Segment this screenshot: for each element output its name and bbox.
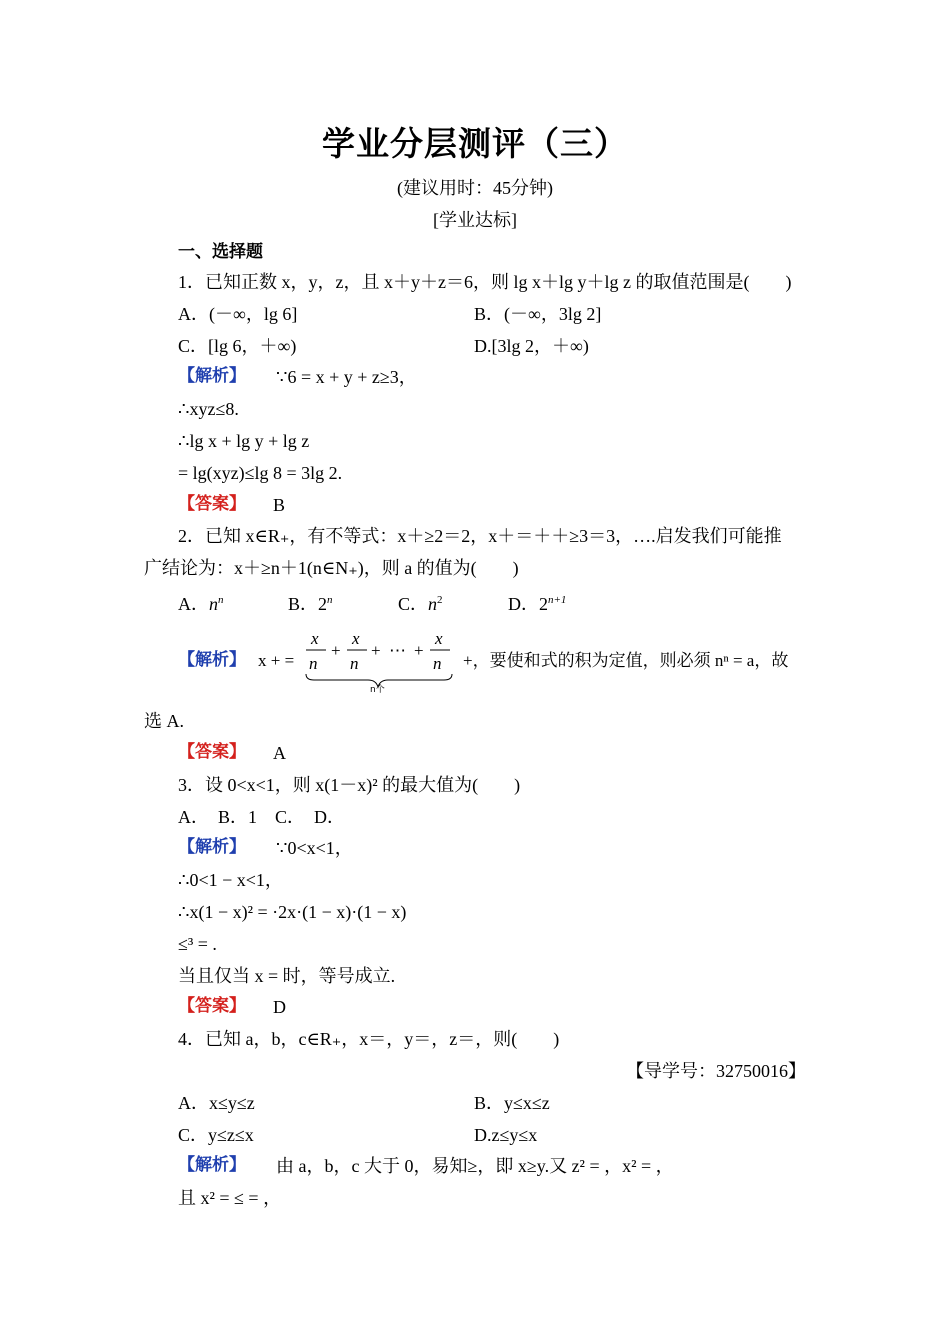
q2-stem: 广结论为：x＋≥n＋1(n∈N₊)，则 a 的值为( ) (144, 558, 519, 578)
fraction-numerator: x (435, 629, 443, 648)
q4-analysis-tag: 【解析】 (178, 1155, 246, 1175)
q2-sum-formula (300, 624, 460, 696)
q3-analysis-line: ∴0<1 − x<1， (178, 870, 283, 890)
q3-analysis-tag: 【解析】 (178, 837, 246, 857)
part-heading: 一、选择题 (178, 242, 263, 262)
q3-analysis-line: ≤³ = . (178, 934, 217, 954)
q3-analysis-line: ∵0<x<1， (276, 838, 353, 858)
q2-option-d: D．$2^{n+1}$ (508, 594, 567, 614)
fraction-denominator: n (433, 654, 442, 673)
q2-option-c: C．$n^2$ (398, 594, 443, 614)
q1-option-c: C．[lg 6，＋∞) (178, 336, 297, 356)
q4-analysis-line: 由 a，b，c 大于 0，易知≥，即 x≥y.又 z² = ，x² = ， (276, 1156, 674, 1176)
ellipsis: ⋯ (389, 641, 406, 660)
q1-analysis-tag: 【解析】 (178, 366, 246, 386)
q1-analysis-line: ∵6 = x + y + z≥3， (276, 367, 417, 387)
time-note: (建议用时：45分钟) (397, 178, 553, 198)
q2-formula-tail: +，要使和式的积为定值，则必须 nⁿ = a，故 (463, 651, 789, 670)
q4-stem: 4．已知 a，b，c∈R₊，x＝，y＝，z＝，则( ) (178, 1029, 560, 1049)
q3-analysis-line: 当且仅当 x = 时，等号成立. (178, 966, 396, 986)
q1-analysis-line: ∴lg x + lg y + lg z (178, 431, 310, 451)
q1-analysis-line: = lg(xyz)≤lg 8 = 3lg 2. (178, 463, 343, 483)
q1-option-a: A．(－∞，lg 6] (178, 304, 298, 324)
q2-analysis-tag: 【解析】 (178, 650, 246, 670)
plus-sign: + (371, 641, 381, 660)
q2-option-b: B．2$^n$ (288, 594, 333, 614)
q4-option-d: D.z≤y≤x (474, 1125, 538, 1145)
q3-analysis-line: ∴x(1 − x)² = ·2x·(1 − x)·(1 − x) (178, 902, 407, 922)
fraction-denominator: n (309, 654, 318, 673)
fraction-denominator: n (350, 654, 359, 673)
page-title: 学业分层测评（三） (322, 124, 628, 163)
fraction-numerator: x (311, 629, 319, 648)
guide-number: 【导学号：32750016】 (626, 1061, 806, 1081)
q1-option-b: B．(－∞，3lg 2] (474, 304, 602, 324)
q1-analysis-line: ∴xyz≤8. (178, 399, 239, 419)
q2-analysis-line: 选 A. (144, 711, 184, 731)
brace-label: n个 (370, 685, 385, 695)
q4-option-b: B．y≤x≤z (474, 1093, 550, 1113)
q1-answer: B (273, 495, 286, 515)
q3-answer: D (273, 997, 286, 1017)
q3-options: A． B．1 C． D． (178, 807, 346, 827)
plus-sign: + (331, 641, 341, 660)
q2-answer-tag: 【答案】 (178, 742, 246, 762)
q4-option-a: A．x≤y≤z (178, 1093, 255, 1113)
q3-answer-tag: 【答案】 (178, 996, 246, 1016)
q2-option-a: A．$n^n$ (178, 594, 224, 614)
q4-analysis-line: 且 x² = ≤ = ， (178, 1188, 282, 1208)
q2-formula-lead: x + = (258, 651, 295, 670)
q1-option-d: D.[3lg 2，＋∞) (474, 336, 589, 356)
q3-stem: 3．设 0<x<1，则 x(1－x)² 的最大值为( ) (178, 775, 521, 795)
plus-sign: + (414, 641, 424, 660)
q2-answer: A (273, 743, 286, 763)
q1-stem: 1．已知正数 x，y，z，且 x＋y＋z＝6，则 lg x＋lg y＋lg z 的取值范围是( ) (178, 272, 792, 292)
fraction-numerator: x (352, 629, 360, 648)
section-label: [学业达标] (433, 210, 517, 230)
q4-option-c: C．y≤z≤x (178, 1125, 254, 1145)
q2-stem: 2．已知 x∈R₊，有不等式：x＋≥2＝2，x＋＝＋＋≥3＝3，….启发我们可能推 (178, 526, 782, 546)
q1-answer-tag: 【答案】 (178, 494, 246, 514)
